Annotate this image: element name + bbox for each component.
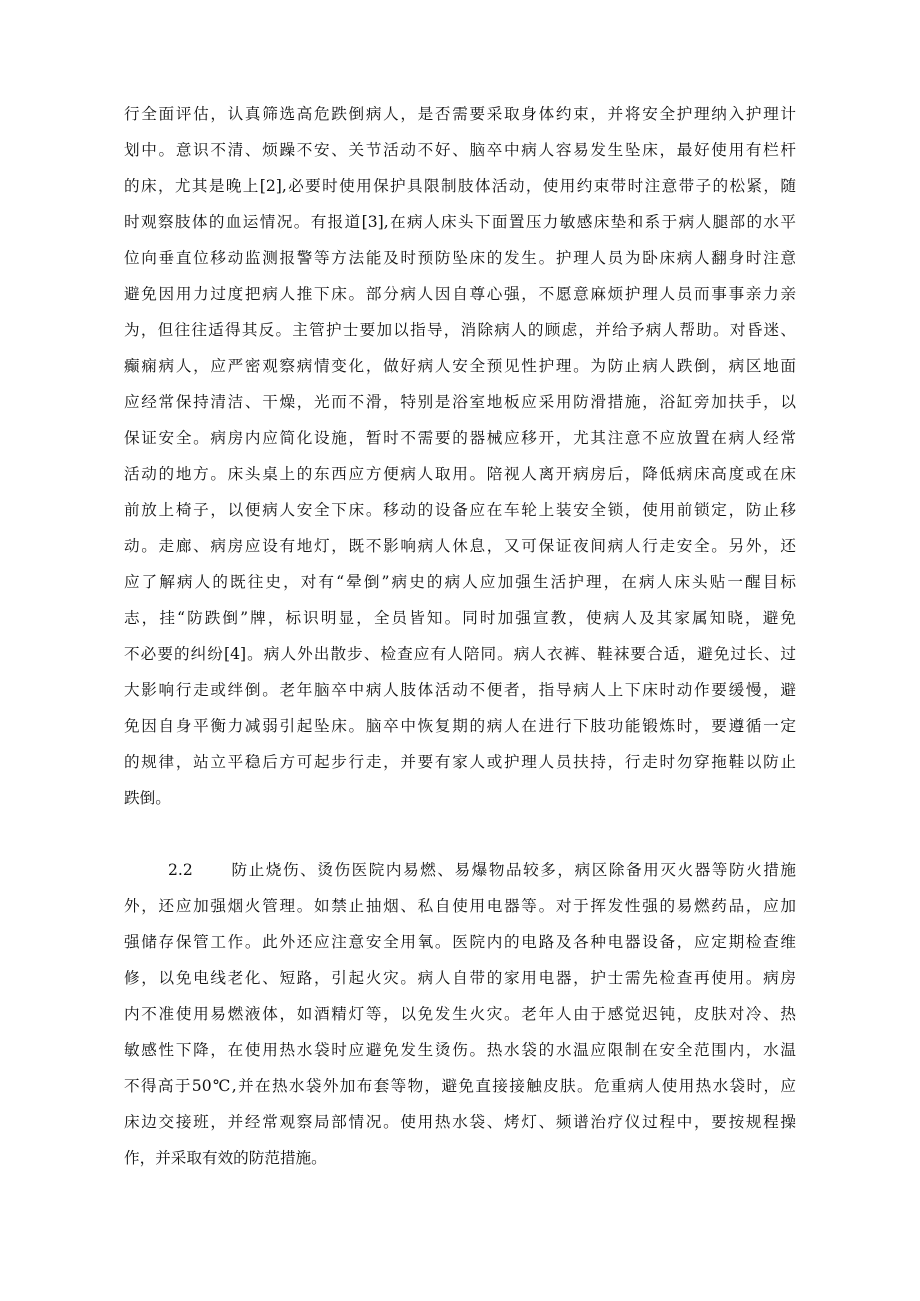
text-line: 位向垂直位移动监测报警等方法能及时预防坠床的发生。护理人员为卧床病人翻身时注意 <box>124 249 796 267</box>
section-first-line <box>124 852 796 888</box>
document-body <box>124 96 796 1176</box>
text-line: 免因自身平衡力减弱引起坠床。脑卒中恢复期的病人在进行下肢功能锻炼时，要遵循一定 <box>124 717 796 735</box>
paragraph-gap <box>124 816 796 852</box>
text-line: 不得高于50℃,并在热水袋外加布套等物，避免直接接触皮肤。危重病人使用热水袋时，应 <box>124 1077 796 1095</box>
text-line: 癫痫病人，应严密观察病情变化，做好病人安全预见性护理。为防止病人跌倒，病区地面 <box>124 357 796 375</box>
text-line: 应经常保持清洁、干燥，光而不滑，特别是浴室地板应采用防滑措施，浴缸旁加扶手，以 <box>124 393 796 411</box>
text-line: 敏感性下降，在使用热水袋时应避免发生烫伤。热水袋的水温应限制在安全范围内，水温 <box>124 1041 796 1059</box>
text-line: 跌倒。 <box>124 789 171 807</box>
text-line: 前放上椅子，以便病人安全下床。移动的设备应在车轮上装安全锁，使用前锁定，防止移 <box>124 501 796 519</box>
section-number: 2.2 <box>168 861 193 879</box>
text-line: 划中。意识不清、烦躁不安、关节活动不好、脑卒中病人容易发生坠床，最好使用有栏杆 <box>124 141 796 159</box>
text-line: 保证安全。病房内应简化设施，暂时不需要的器械应移开，尤其注意不应放置在病人经常 <box>124 429 796 447</box>
section-2-2 <box>124 852 796 1176</box>
text-line: 床边交接班，并经常观察局部情况。使用热水袋、烤灯、频谱治疗仪过程中，要按规程操 <box>124 1113 796 1131</box>
text-line: 大影响行走或绊倒。老年脑卒中病人肢体活动不便者，指导病人上下床时动作要缓慢，避 <box>124 681 796 699</box>
text-line: 外，还应加强烟火管理。如禁止抽烟、私自使用电器等。对于挥发性强的易燃药品，应加 <box>124 897 796 915</box>
text-line: 活动的地方。床头桌上的东西应方便病人取用。陪视人离开病房后，降低病床高度或在床 <box>124 465 796 483</box>
paragraph-fall-prevention <box>124 96 796 816</box>
text-line: 动。走廊、病房应设有地灯，既不影响病人休息，又可保证夜间病人行走安全。另外，还 <box>124 537 796 555</box>
text-line: 的床，尤其是晚上[2],必要时使用保护具限制肢体活动，使用约束带时注意带子的松紧，随 <box>124 177 796 195</box>
text-line: 时观察肢体的血运情况。有报道[3],在病人床头下面置压力敏感床垫和系于病人腿部的水平 <box>124 213 796 231</box>
text-line: 避免因用力过度把病人推下床。部分病人因自尊心强，不愿意麻烦护理人员而事事亲力亲 <box>124 285 796 303</box>
text-line: 不必要的纠纷[4]。病人外出散步、检查应有人陪同。病人衣裤、鞋袜要合适，避免过长、过 <box>124 645 796 663</box>
text-line: 行全面评估，认真筛选高危跌倒病人，是否需要采取身体约束，并将安全护理纳入护理计 <box>124 105 796 123</box>
text-line: 应了解病人的既往史，对有“晕倒”病史的病人应加强生活护理，在病人床头贴一醒目标 <box>124 573 796 591</box>
text-line: 修，以免电线老化、短路，引起火灾。病人自带的家用电器，护士需先检查再使用。病房 <box>124 969 796 987</box>
text-line: 志，挂“防跌倒”牌，标识明显，全员皆知。同时加强宣教，使病人及其家属知晓，避免 <box>124 609 796 627</box>
text-line: 作，并采取有效的防范措施。 <box>124 1149 327 1167</box>
text-line: 为，但往往适得其反。主管护士要加以指导，消除病人的顾虑，并给予病人帮助。对昏迷、 <box>124 321 796 339</box>
section-heading-text: 防止烧伤、烫伤医院内易燃、易爆物品较多，病区除备用灭火器等防火措施 <box>230 861 796 879</box>
text-line: 内不准使用易燃液体，如酒精灯等，以免发生火灾。老年人由于感觉迟钝，皮肤对冷、热 <box>124 1005 796 1023</box>
text-line: 的规律，站立平稳后方可起步行走，并要有家人或护理人员扶持，行走时勿穿拖鞋以防止 <box>124 753 796 771</box>
text-line: 强储存保管工作。此外还应注意安全用氧。医院内的电路及各种电器设备，应定期检查维 <box>124 933 796 951</box>
